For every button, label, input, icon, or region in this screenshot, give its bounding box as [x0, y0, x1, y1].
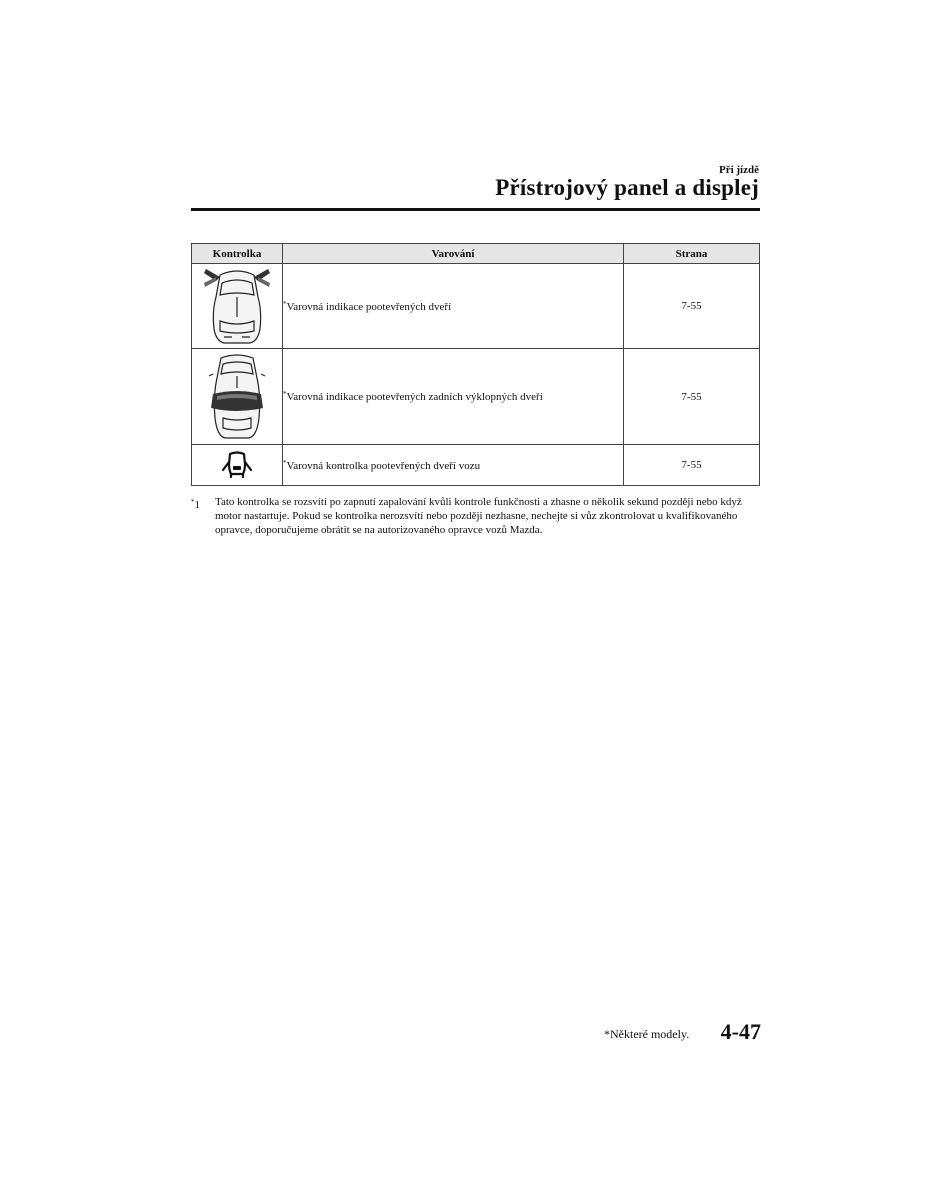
- door-ajar-warning-icon: [221, 450, 253, 480]
- column-header-varovani: Varování: [283, 244, 624, 264]
- page-ref: 7-55: [624, 264, 760, 349]
- page-ref: 7-55: [624, 445, 760, 486]
- icon-cell: [192, 445, 283, 486]
- model-note: *Některé modely.: [604, 1027, 690, 1041]
- page-title: Přístrojový panel a displej: [495, 175, 759, 200]
- warning-text: Varovná kontrolka pootevřených dveří vozu: [286, 459, 481, 472]
- table-row: [192, 264, 760, 349]
- title-rule: [191, 208, 760, 211]
- model-mark: *: [283, 390, 287, 398]
- column-header-strana: Strana: [624, 244, 760, 264]
- car-rear-liftgate-open-icon: [205, 352, 269, 442]
- table-row: [192, 349, 760, 445]
- warning-table: [191, 243, 760, 486]
- warning-text-cell: [283, 349, 624, 445]
- page-ref: 7-55: [624, 349, 760, 445]
- model-mark: *: [283, 299, 287, 308]
- section-label: Při jízdě: [718, 164, 759, 176]
- icon-cell: [192, 349, 283, 445]
- footnote: [191, 495, 766, 537]
- warning-text: Varovná indikace pootevřených dveří: [286, 300, 452, 313]
- warning-text-cell: [283, 264, 624, 349]
- icon-cell: [192, 264, 283, 349]
- table-row: [192, 445, 760, 486]
- model-mark: *: [283, 458, 287, 467]
- column-header-kontrolka: Kontrolka: [192, 244, 283, 264]
- car-front-doors-open-icon: [202, 267, 272, 345]
- footnote-marker: *1: [191, 498, 200, 511]
- table-header-row: [192, 244, 760, 264]
- footnote-text: Tato kontrolka se rozsvítí po zapnutí zapalování kvůli kontrole funkčnosti a zhasne o několik sekund později nebo když motor nastartuje. Pokud se kontrolka nerozsvítí nebo později nezhasne, nechejte si vůz zkontrolovat u kvalifikovaného opravce, doporučujeme obrátit se na autorizovaného opravce vozů Mazda.: [215, 496, 742, 536]
- warning-text-cell: [283, 445, 624, 486]
- warning-text: Varovná indikace pootevřených zadních výklopných dveří: [286, 391, 543, 403]
- page-number: 4-47: [720, 1019, 761, 1044]
